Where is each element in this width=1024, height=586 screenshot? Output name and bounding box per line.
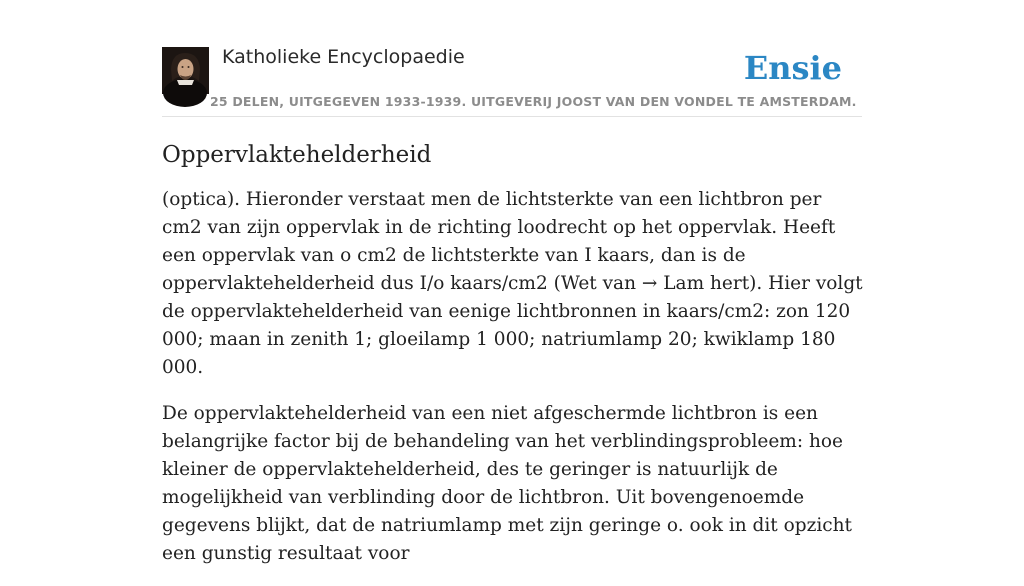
portrait-avatar-icon: [162, 47, 209, 94]
article-paragraph: (optica). Hieronder verstaat men de lichtsterkte van een lichtbron per cm2 van zijn oppervlak in de richting loodrecht op het oppervlak. Heeft een oppervlak van o cm2 de lichtsterkte van I kaars, dan is de oppervlaktehelderheid dus I/o kaars/cm2 (Wet van → Lam hert). Hier volgt de oppervlaktehelderheid van eenige lichtbronnen in kaars/cm2: zon 120 000; maan in zenith 1; gloeilamp 1 000; natriumlamp 20; kwiklamp 180 000.: [162, 189, 863, 378]
brand-logo-link[interactable]: Ensie: [743, 49, 842, 87]
article: [162, 138, 864, 586]
article-paragraph: De oppervlaktehelderheid van een niet afgeschermde lichtbron is een belangrijke factor bij de behandeling van het verblindingsprobleem: hoe kleiner de oppervlaktehelderheid, des te geringer is natuurlijk de mogelijkheid van verblinding door de lichtbron. Uit bovengenoemde gegevens blijkt, dat de natriumlamp met zijn geringe o. ook in dit opzicht een gunstig resultaat voor: [162, 403, 852, 564]
header: [162, 44, 862, 117]
avatar[interactable]: [162, 47, 209, 94]
site-name[interactable]: Katholieke Encyclopaedie: [222, 46, 465, 68]
publication-subtitle: 25 DELEN, UITGEGEVEN 1933-1939. UITGEVERIJ JOOST VAN DEN VONDEL TE AMSTERDAM.: [210, 94, 857, 109]
article-title: Oppervlaktehelderheid: [162, 142, 432, 168]
